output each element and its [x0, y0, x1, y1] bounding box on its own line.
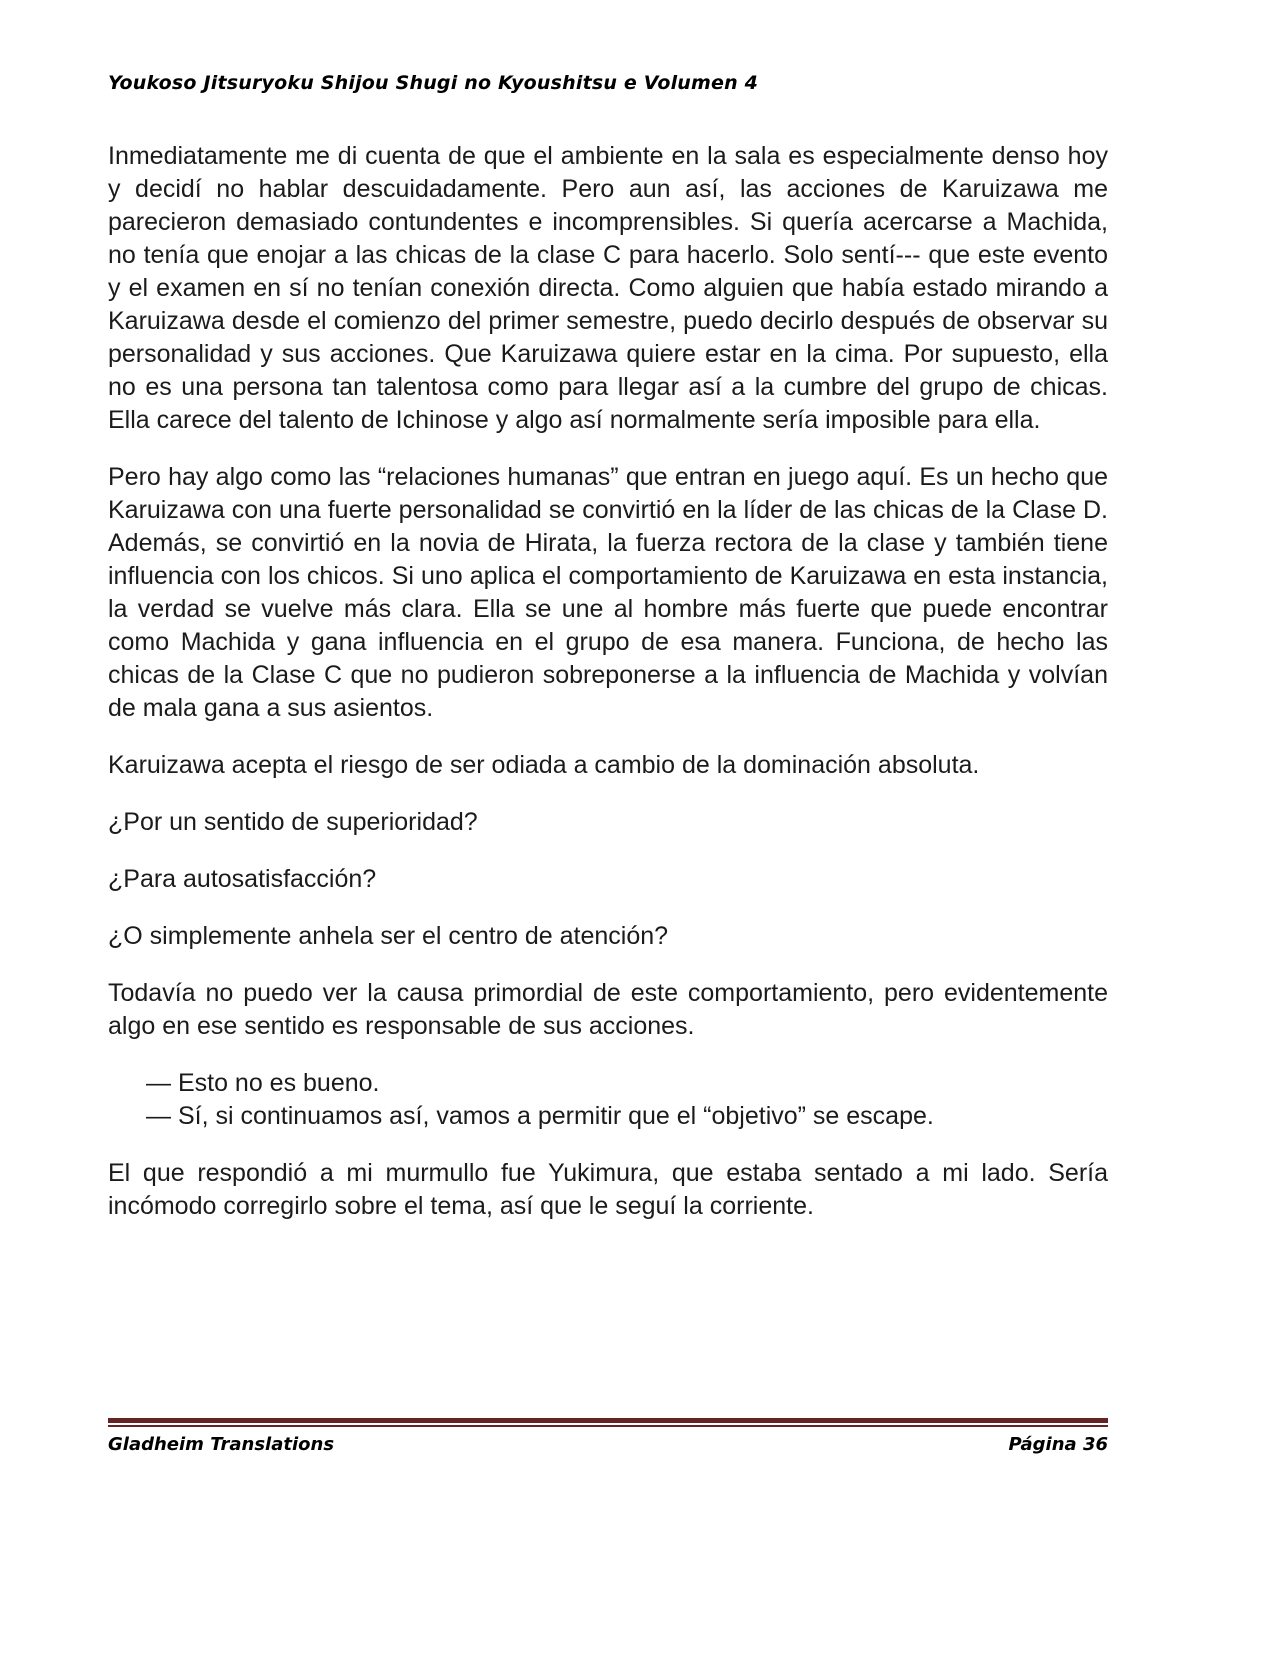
- dialogue-line-1: — Esto no es bueno.: [146, 1069, 380, 1097]
- footer-row: [108, 1434, 1108, 1455]
- paragraph-3: Karuizawa acepta el riesgo de ser odiada a cambio de la dominación absoluta.: [108, 751, 980, 779]
- paragraph-7: Todavía no puedo ver la causa primordial de este comportamiento, pero evidentemente algo en ese sentido es responsable de sus acciones.: [108, 979, 1108, 1040]
- footer-page-number: Página 36: [1008, 1434, 1108, 1455]
- paragraph-4: ¿Por un sentido de superioridad?: [108, 808, 478, 836]
- paragraph-6: ¿O simplemente anhela ser el centro de atención?: [108, 922, 669, 950]
- paragraph-8: El que respondió a mi murmullo fue Yukimura, que estaba sentado a mi lado. Sería incómodo corregirlo sobre el tema, así que le seguí la corriente.: [108, 1159, 1108, 1220]
- paragraph-2: Pero hay algo como las “relaciones humanas” que entran en juego aquí. Es un hecho que Karuizawa con una fuerte personalidad se convirtió en la líder de las chicas de la Clase D. Además, se convirtió en la novia de Hirata, la fuerza rectora de la clase y también tiene influencia con los chicos. Si uno aplica el comportamiento de Karuizawa en esta instancia, la verdad se vuelve más clara. Ella se une al hombre más fuerte que puede encontrar como Machida y gana influencia en el grupo de esa manera. Funciona, de hecho las chicas de la Clase C que no pudieron sobreponerse a la influencia de Machida y volvían de mala gana a sus asientos.: [108, 463, 1108, 722]
- paragraph-1: Inmediatamente me di cuenta de que el ambiente en la sala es especialmente denso hoy y decidí no hablar descuidadamente. Pero aun así, las acciones de Karuizawa me parecieron demasiado contundentes e incomprensibles. Si quería acercarse a Machida, no tenía que enojar a las chicas de la clase C para hacerlo. Solo sentí--- que este evento y el examen en sí no tenían conexión directa. Como alguien que había estado mirando a Karuizawa desde el comienzo del primer semestre, puedo decirlo después de observar su personalidad y sus acciones. Que Karuizawa quiere estar en la cima. Por supuesto, ella no es una persona tan talentosa como para llegar así a la cumbre del grupo de chicas. Ella carece del talento de Ichinose y algo así normalmente sería imposible para ella.: [108, 142, 1108, 434]
- dialogue-block: [108, 1067, 1108, 1133]
- page-footer: [108, 1418, 1108, 1455]
- footer-translator-credit: Gladheim Translations: [108, 1434, 335, 1455]
- page-body: [108, 140, 1108, 1247]
- page-header: [108, 72, 1108, 94]
- paragraph-5: ¿Para autosatisfacción?: [108, 865, 377, 893]
- header-title: Youkoso Jitsuryoku Shijou Shugi no Kyoushitsu e Volumen 4: [108, 72, 759, 94]
- dialogue-line-2: — Sí, si continuamos así, vamos a permitir que el “objetivo” se escape.: [146, 1102, 934, 1130]
- footer-rule: [108, 1418, 1108, 1427]
